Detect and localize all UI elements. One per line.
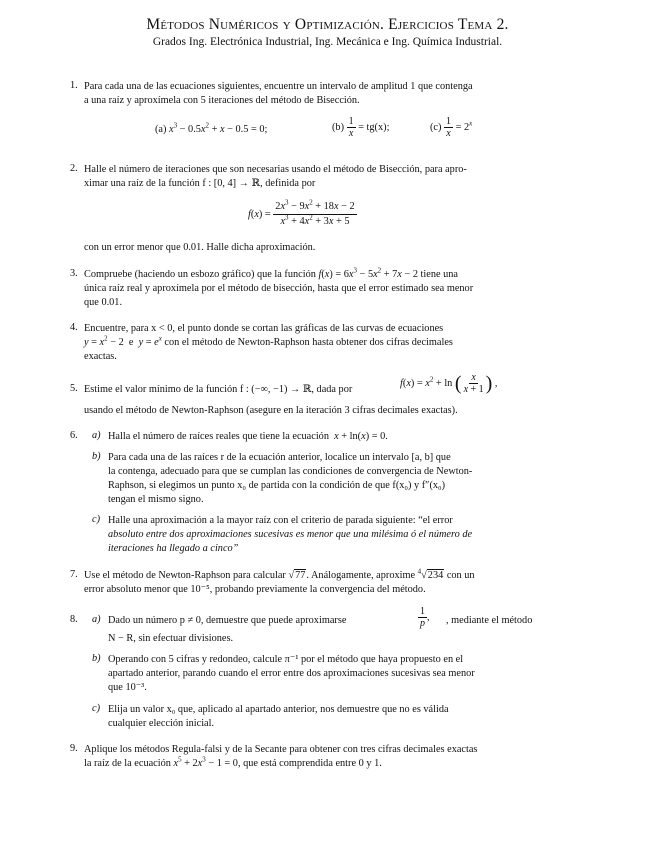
ex8-a-line2: N − R, sin efectuar divisiones.	[108, 633, 234, 644]
ex9-line1: Aplique los métodos Regula-falsi y de la Secante para obtener con tres cifras decimales exactas	[84, 744, 478, 755]
page-subtitle: Grados Ing. Electrónica Industrial, Ing. Mecánica e Ing. Química Industrial.	[152, 36, 503, 48]
ex2-number: 2.	[70, 163, 78, 174]
ex7-number: 7.	[70, 569, 78, 580]
ex3-line1-tail: tiene una	[420, 269, 458, 280]
ex6-c-line1: Halle una aproximación a la mayor raíz con el criterio de parada siguiente: “el error	[108, 515, 453, 526]
ex6-b-label: b)	[92, 451, 101, 462]
ex1-b-label: (b)	[332, 121, 345, 133]
ex6-number: 6.	[70, 430, 78, 441]
ex2-line1: Halle el número de iteraciones que son necesarias usando el método de Bisección, para apro-	[84, 164, 467, 175]
ex1-number: 1.	[70, 80, 78, 91]
ex4-line3: exactas.	[84, 351, 117, 362]
ex1-eq-b: (b) $\frac{1}{x}$ = tg(x);	[332, 116, 390, 139]
ex6-a-label: a)	[92, 430, 101, 441]
ex2-line2: ximar una raíz de la función f : [0, 4] → ℝ, definida por	[84, 178, 316, 189]
ex8-c-line2: cualquier elección inicial.	[108, 718, 215, 729]
ex7-line2: error absoluto menor que 10⁻⁵, probando previamente la convergencia del método.	[84, 584, 426, 595]
ex6-b-line4: tengan el mismo signo.	[108, 494, 204, 505]
ex6-b-line3: Raphson, si elegimos un punto x₀ de partida con la condición de que f(x₀) y f″(x₀)	[108, 480, 446, 491]
ex6-c-line2: absoluto entre dos aproximaciones sucesivas es menor que una milésima ó el número de	[108, 529, 473, 540]
ex7-line1: Use el método de Newton-Raphson para calcular √77. Análogamente, aproxime $^4$√234 con un	[84, 567, 475, 581]
ex1-eq-a: (a) $x^3 - 0.5x^2 + x - 0.5 = 0$;	[155, 121, 268, 135]
ex1-a-tail: = 0;	[250, 124, 268, 135]
ex6-c-line3: iteraciones ha llegado a cinco”	[108, 543, 239, 554]
ex7-line1-tail: con un	[446, 570, 475, 581]
ex3-line1: Compruebe (haciendo un esbozo gráfico) que la función $f(x) = 6x^3 - 5x^2 + 7x - 2$ tiene una	[84, 266, 458, 280]
ex8-a-line1: Dado un número p ≠ 0, demuestre que puede aproximarse	[108, 615, 347, 626]
ex2-formula: f(x) = $\frac{2x^3 - 9x^2 + 18x - 2}{x^3 + 4x^2 + 3x + 5}$	[248, 198, 355, 227]
ex8-b-label: b)	[92, 653, 101, 664]
ex6-b-line1: Para cada una de las raíces r de la ecuación anterior, localice un intervalo [a, b] que	[108, 452, 451, 463]
ex8-number: 8.	[70, 614, 78, 625]
ex1-eq-c: (c) $\frac{1}{x}$ = $2^x$	[430, 116, 473, 139]
ex4-number: 4.	[70, 322, 78, 333]
ex5-formula: $f(x) = x^2 + \ln$ ( $\frac{x}{x + 1}$ ) ,	[400, 372, 498, 395]
ex3-line3: que 0.01.	[84, 297, 123, 308]
ex1-a-label: (a)	[155, 124, 167, 135]
ex5-line2: usando el método de Newton-Raphson (asegure en la iteración 3 cifras decimales exactas).	[84, 405, 458, 416]
ex6-b-line2: la contenga, adecuado para que se cumplan las condiciones de convergencia de Newton-	[108, 466, 473, 477]
ex9-line2-head: la raíz de la ecuación	[84, 758, 171, 769]
ex8-b-line2: apartado anterior, parando cuando el error entre dos aproximaciones sucesivas sea menor	[108, 668, 475, 679]
ex1-c-label: (c)	[430, 121, 442, 133]
ex8-a-line1-tail: , mediante el método	[446, 615, 533, 626]
ex6-a-line: Halla el número de raíces reales que tiene la ecuación x + ln(x) = 0.	[108, 431, 388, 442]
ex9-line2: la raíz de la ecuación $x^5 + 2x^3 - 1 = 0$, que está comprendida entre 0 y 1.	[84, 755, 382, 769]
ex8-c-label: c)	[92, 703, 100, 714]
ex8-b-line1: Operando con 5 cifras y redondeo, calcule π⁻¹ por el método que haya propuesto en el	[108, 654, 464, 665]
ex3-line2: única raíz real y aproxímela por el método de bisección, hasta que el error estimado sea menor	[84, 283, 474, 294]
ex5-line1: Estime el valor mínimo de la función f : (−∞, −1) → ℝ, dada por	[84, 384, 353, 395]
ex3-line1-head: Compruebe (haciendo un esbozo gráfico) que la función	[84, 269, 316, 280]
ex2-line3: con un error menor que 0.01. Halle dicha aproximación.	[84, 242, 316, 253]
ex4-line2-tail: con el método de Newton-Raphson hasta obtener dos cifras decimales	[164, 337, 453, 348]
ex9-line2-tail: , que está comprendida entre 0 y 1.	[237, 758, 382, 769]
ex1-c-tail: = 2	[455, 121, 470, 133]
ex7-line1-mid: . Análogamente, aproxime	[306, 570, 416, 581]
ex1-line1: Para cada una de las ecuaciones siguientes, encuentre un intervalo de amplitud 1 que contenga	[84, 81, 473, 92]
ex1-line2: a una raíz y aproxímela con 5 iteraciones del método de Bisección.	[84, 95, 360, 106]
ex4-line1: Encuentre, para x < 0, el punto donde se cortan las gráficas de las curvas de ecuaciones	[84, 323, 444, 334]
ex7-line1-head: Use el método de Newton-Raphson para calcular	[84, 570, 286, 581]
ex4-line2: $y = x^2 - 2$ e $y = e^x$ con el método de Newton-Raphson hasta obtener dos cifras decimales	[84, 334, 453, 348]
ex3-number: 3.	[70, 268, 78, 279]
ex5-number: 5.	[70, 383, 78, 394]
ex8-a-label: a)	[92, 614, 101, 625]
ex8-c-line1: Elija un valor x₀ que, aplicado al apartado anterior, nos demuestre que no es válida	[108, 704, 449, 715]
ex6-a-text: Halla el número de raíces reales que tiene la ecuación	[108, 431, 329, 442]
ex1-b-tail: = tg(x);	[358, 121, 390, 133]
ex8-a-frac: $\frac{1}{p}$ ,	[420, 606, 430, 629]
ex8-b-line3: que 10⁻³.	[108, 682, 147, 693]
ex6-c-label: c)	[92, 514, 100, 525]
ex9-number: 9.	[70, 743, 78, 754]
page-title: Métodos Numéricos y Optimización. Ejercicios Tema 2.	[146, 16, 509, 33]
